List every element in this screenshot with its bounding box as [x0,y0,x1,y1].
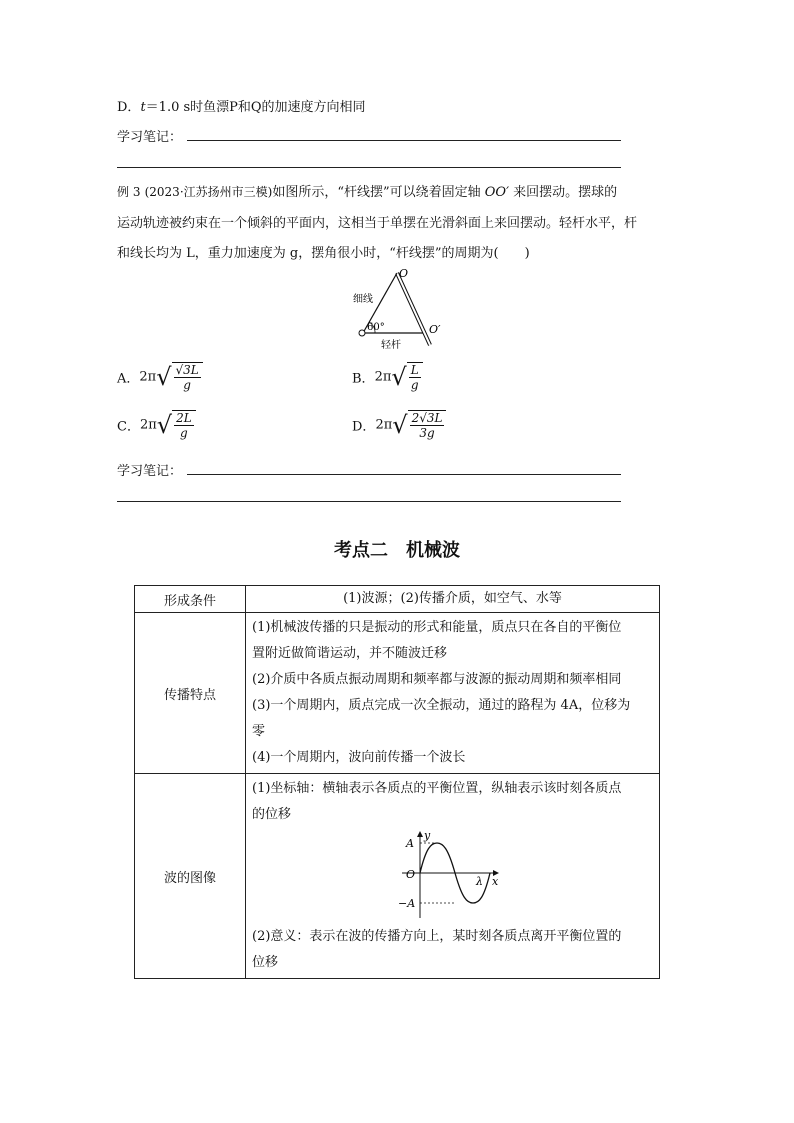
svg-text:x: x [492,875,499,888]
section-title: 考点二 机械波 [334,540,460,561]
mechanical-wave-table [134,585,660,979]
notes-label: 学习笔记： [117,130,183,145]
table-row [135,613,660,774]
option-c[interactable]: C．2π √ $\frac{2L}{g}$ [117,410,196,440]
table-row [135,774,660,979]
option-label: D． [117,100,141,115]
prev-option-d [117,96,366,115]
label-angle: 60° [367,322,385,333]
option-b[interactable]: B．2π √ $\frac{L}{g}$ [352,362,423,392]
row-head: 波的图像 [135,774,246,979]
pendulum-ball [359,330,365,336]
row-head: 形成条件 [135,586,246,613]
example-label: 例 3 [117,185,141,199]
svg-text:−A: −A [398,897,416,910]
time-variable: t [140,100,146,115]
label-O-prime: O′ [429,323,441,336]
notes-line[interactable] [117,501,621,502]
example-source: (2023·江苏扬州市三模) [144,185,273,199]
svg-text:y: y [424,829,431,842]
label-rod: 轻杆 [381,340,401,351]
example3-line2: 运动轨迹被约束在一个倾斜的平面内，这相当于单摆在光滑斜面上来回摆动。轻杆水平，杆 [117,216,638,231]
notes-line[interactable] [187,140,621,141]
row-head: 传播特点 [135,613,246,774]
row-content: (1)坐标轴：横轴表示各质点的平衡位置，纵轴表示该时刻各质点 的位移 y x A O −A λ (2)意义：表示在波的传播方向上，某时刻各质点离开平衡位置的 位移 [246,774,660,979]
label-thread: 细线 [353,294,373,305]
wave-graph [390,828,500,924]
example3-line3: 和线长均为 L，重力加速度为 g，摆角很小时，“杆线摆”的周期为( ) [117,246,530,261]
notes-line[interactable] [187,474,621,475]
table-row [135,586,660,613]
rod-thread-pendulum-figure [345,265,445,353]
notes-line[interactable] [117,167,621,168]
option-a[interactable]: A．2π √ $\frac{√3L}{g}$ [117,362,203,392]
row-content: (1)波源；(2)传播介质，如空气、水等 [246,586,660,613]
svg-text:A: A [406,837,414,850]
option-text: ＝1.0 s时鱼漂P和Q的加速度方向相同 [145,100,366,115]
label-O: O [399,267,409,280]
axis-label: OO′ [484,185,510,200]
example3-line1: 例 3 (2023·江苏扬州市三模)如图所示，“杆线摆”可以绕着固定轴 OO′ 来回摆动。摆球的 [117,185,618,200]
option-d[interactable]: D．2π √ $\frac{2√3L}{3g}$ [352,410,446,440]
row-content: (1)机械波传播的只是振动的形式和能量，质点只在各自的平衡位 置附近做简谐运动，并不随波迁移 (2)介质中各质点振动周期和频率都与波源的振动周期和频率相同 (3)一个周期内，质点完成一次全振动，通过的路程为 4A，位移为 零 (4)一个周期内，波向前传播一个波长 [246,613,660,774]
notes-label: 学习笔记： [117,464,183,479]
svg-text:λ: λ [476,875,483,888]
svg-text:O: O [406,868,416,881]
